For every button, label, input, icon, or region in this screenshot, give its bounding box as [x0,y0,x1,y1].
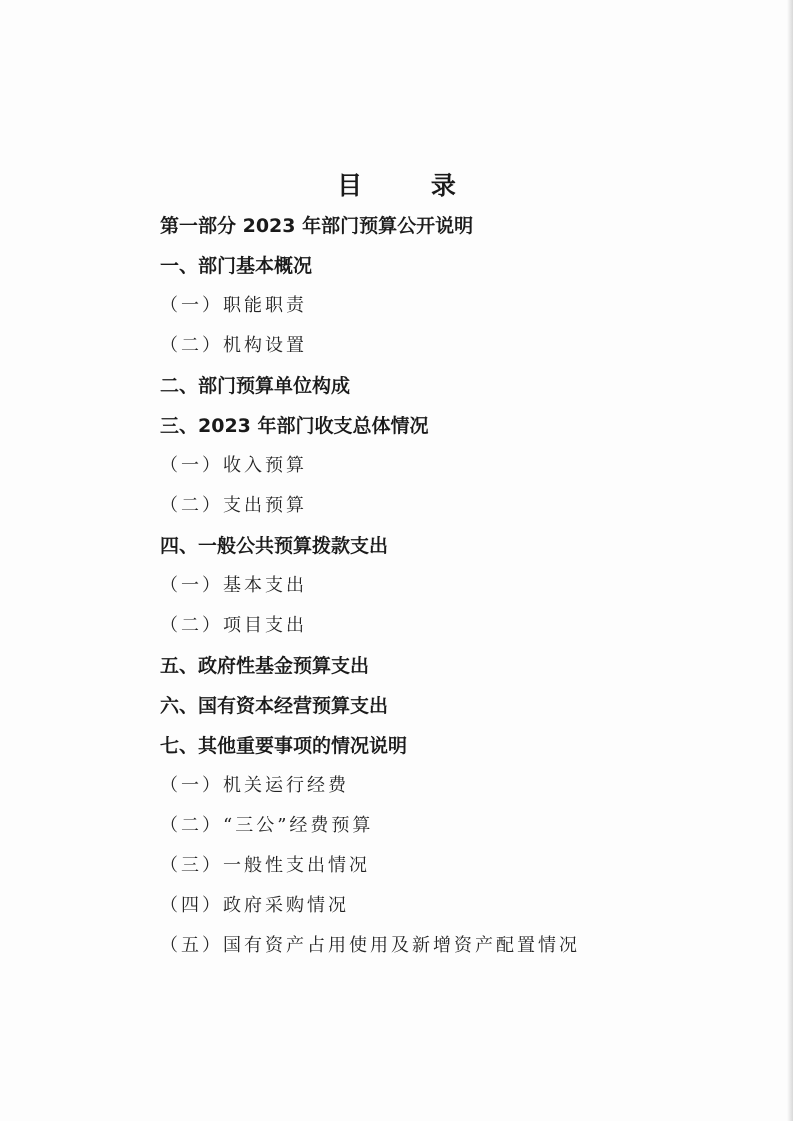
toc-section-2: 二、部门预算单位构成 [160,375,351,397]
toc-section-5: 五、政府性基金预算支出 [160,655,370,677]
toc-title: 目 录 [337,171,486,200]
toc-part-heading: 第一部分 2023 年部门预算公开说明 [160,215,474,237]
table-of-contents [160,206,580,966]
toc-subsection-1-2: （二）机构设置 [160,335,307,356]
toc-subsection-3-1: （一）收入预算 [160,455,307,476]
toc-subsection-7-5: （五）国有资产占用使用及新增资产配置情况 [160,935,580,956]
toc-section-4: 四、一般公共预算拨款支出 [160,535,389,557]
toc-subsection-7-4: （四）政府采购情况 [160,895,349,916]
toc-section-7: 七、其他重要事项的情况说明 [160,735,408,757]
toc-subsection-7-1: （一）机关运行经费 [160,775,349,796]
toc-subsection-4-1: （一）基本支出 [160,575,307,596]
toc-subsection-7-3: （三）一般性支出情况 [160,855,370,876]
toc-section-3: 三、2023 年部门收支总体情况 [160,415,429,437]
toc-subsection-7-2: （二）“三公”经费预算 [160,815,374,836]
toc-section-1: 一、部门基本概况 [160,255,313,277]
toc-subsection-1-1: （一）职能职责 [160,295,307,316]
toc-section-6: 六、国有资本经营预算支出 [160,695,389,717]
toc-subsection-3-2: （二）支出预算 [160,495,307,516]
toc-subsection-4-2: （二）项目支出 [160,615,307,636]
